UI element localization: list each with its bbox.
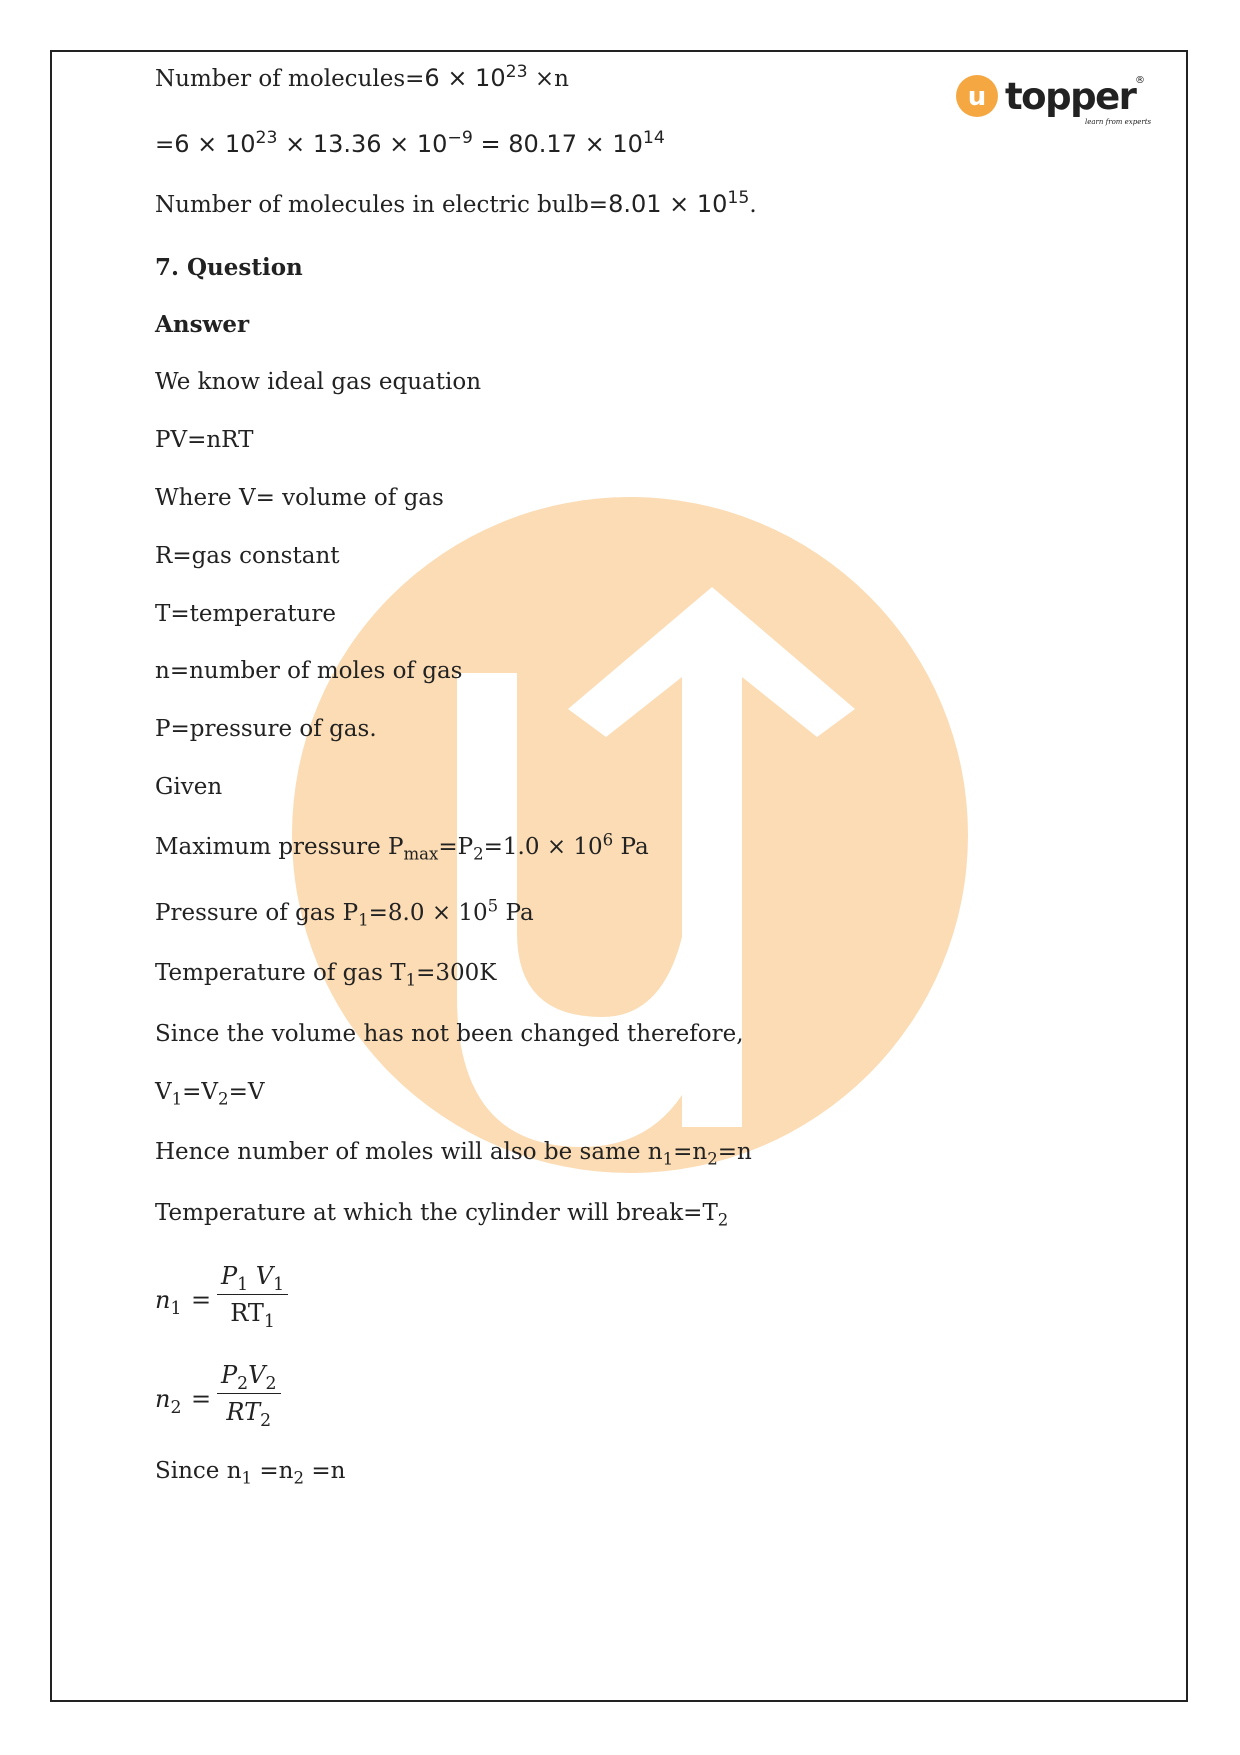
- text: Maximum pressure P: [155, 834, 404, 860]
- text: =V: [228, 1079, 265, 1105]
- text: ×n: [527, 66, 569, 92]
- exponent: 23: [505, 62, 528, 82]
- text: =n: [717, 1139, 752, 1165]
- math: × 13.36 × 10: [277, 130, 448, 158]
- moles-definition: n=number of moles of gas: [155, 658, 463, 684]
- text: =n: [673, 1139, 708, 1165]
- subscript: 2: [237, 1373, 249, 1394]
- break-temperature: [155, 1200, 729, 1230]
- text: .: [749, 192, 757, 218]
- text: =n: [252, 1458, 294, 1484]
- exponent: −9: [447, 128, 473, 148]
- math: P: [221, 1361, 238, 1389]
- question-heading: 7. Question: [155, 254, 303, 281]
- ideal-gas-equation: PV=nRT: [155, 427, 254, 453]
- exponent: 15: [727, 188, 750, 208]
- molecules-formula: [155, 62, 569, 92]
- subscript: 2: [218, 1089, 229, 1109]
- gas-pressure: [155, 896, 534, 930]
- molecules-calculation: [155, 128, 665, 158]
- text: Number of molecules=: [155, 66, 425, 92]
- text: =: [155, 132, 175, 158]
- text: =P: [438, 834, 474, 860]
- moles-fraction-1: [155, 1262, 355, 1338]
- subscript: 1: [237, 1274, 249, 1295]
- text: =8.0 × 10: [368, 900, 488, 926]
- text: Pa: [613, 834, 649, 860]
- volume-equality: [155, 1079, 265, 1109]
- math: =: [191, 1385, 212, 1413]
- subscript: 2: [707, 1149, 718, 1169]
- fraction: [217, 1262, 288, 1332]
- exponent: 14: [642, 128, 665, 148]
- math: P: [221, 1262, 238, 1290]
- subscript: max: [403, 844, 439, 864]
- registered-mark: ®: [1135, 75, 1145, 86]
- subscript: 1: [358, 910, 369, 930]
- text: =n: [304, 1458, 346, 1484]
- text: Temperature of gas T: [155, 960, 406, 986]
- gas-constant-definition: R=gas constant: [155, 543, 340, 569]
- exponent: 6: [602, 830, 614, 850]
- volume-definition: Where V= volume of gas: [155, 485, 444, 511]
- subscript: 1: [263, 1311, 275, 1332]
- math: 8.01 × 10: [608, 190, 728, 218]
- math: =: [191, 1286, 212, 1314]
- logo-tagline: learn from experts: [1085, 118, 1152, 126]
- volume-unchanged: Since the volume has not been changed therefore,: [155, 1021, 744, 1047]
- subscript: 2: [265, 1373, 277, 1394]
- text: V: [155, 1079, 172, 1105]
- math: n: [155, 1385, 171, 1413]
- given-label: Given: [155, 774, 223, 800]
- text: Number of molecules in electric bulb=: [155, 192, 609, 218]
- math: = 80.17 × 10: [472, 130, 643, 158]
- math: V: [248, 1262, 274, 1290]
- subscript: 1: [171, 1089, 183, 1109]
- subscript: 1: [241, 1468, 253, 1488]
- text: Temperature at which the cylinder will break=T: [155, 1200, 718, 1226]
- math: 6 × 10: [424, 64, 506, 92]
- topper-logo: [955, 70, 1155, 130]
- text: Since n: [155, 1458, 242, 1484]
- text: =1.0 × 10: [483, 834, 603, 860]
- subscript: 1: [170, 1298, 182, 1319]
- ideal-gas-text: We know ideal gas equation: [155, 369, 482, 395]
- subscript: 1: [662, 1149, 674, 1169]
- pressure-definition: P=pressure of gas.: [155, 716, 377, 742]
- molecules-in-bulb: [155, 188, 757, 218]
- since-moles-equal: [155, 1458, 346, 1488]
- math: RT: [226, 1398, 261, 1426]
- math: n: [155, 1286, 171, 1314]
- exponent: 23: [255, 128, 278, 148]
- math: RT: [230, 1299, 264, 1327]
- exponent: 5: [487, 896, 499, 916]
- fraction: [217, 1361, 281, 1431]
- subscript: 1: [273, 1274, 285, 1295]
- text: =300K: [416, 960, 497, 986]
- max-pressure: [155, 830, 649, 864]
- subscript: 2: [260, 1410, 272, 1431]
- subscript: 2: [717, 1210, 729, 1230]
- answer-heading: Answer: [155, 311, 250, 338]
- moles-fraction-2: [155, 1361, 355, 1437]
- logo-wordmark: topper: [1005, 75, 1136, 118]
- math: 6 × 10: [174, 130, 256, 158]
- subscript: 1: [405, 970, 417, 990]
- text: =V: [182, 1079, 219, 1105]
- math: V: [248, 1361, 266, 1389]
- svg-text:u: u: [967, 82, 987, 112]
- subscript: 2: [473, 844, 484, 864]
- text: Pressure of gas P: [155, 900, 359, 926]
- subscript: 2: [293, 1468, 305, 1488]
- subscript: 2: [170, 1397, 182, 1418]
- moles-equality: [155, 1139, 752, 1169]
- temperature-definition: T=temperature: [155, 601, 336, 627]
- text: Hence number of moles will also be same n: [155, 1139, 663, 1165]
- text: Pa: [498, 900, 534, 926]
- gas-temperature: [155, 960, 497, 990]
